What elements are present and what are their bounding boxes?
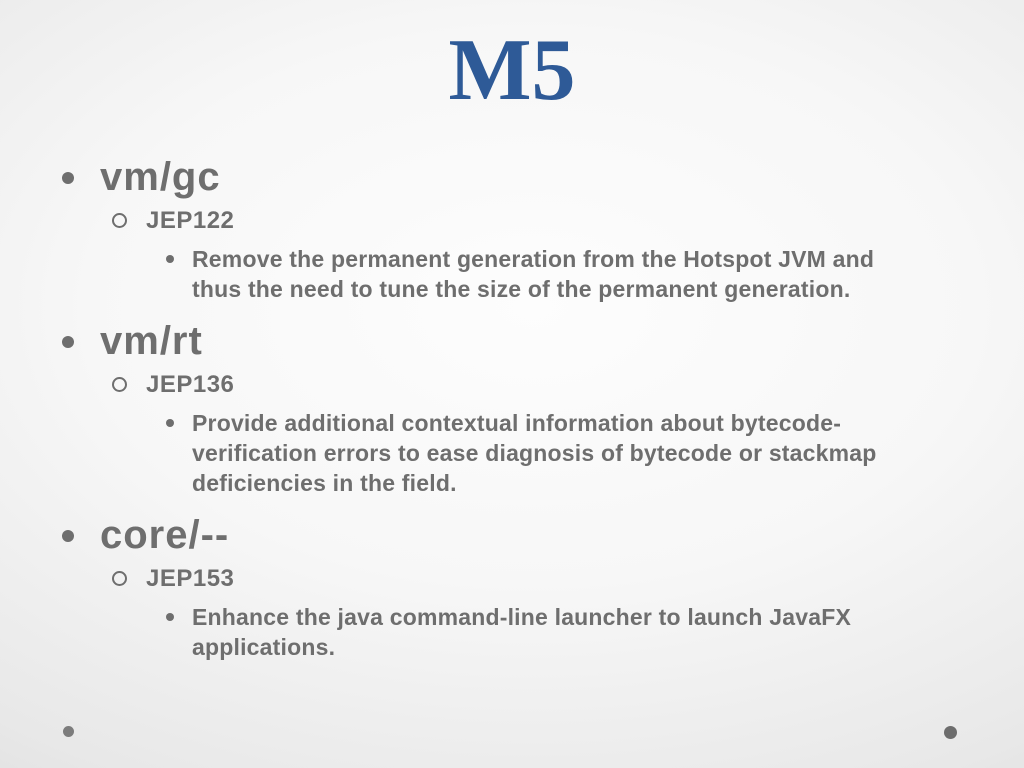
description-line: Enhance the java command-line launcher to launch JavaFX xyxy=(192,604,852,630)
description-text xyxy=(192,408,877,498)
section-core-jep xyxy=(112,564,968,594)
bullet-small-dot-icon xyxy=(166,255,174,263)
jep-label: JEP122 xyxy=(146,207,235,234)
footer-dot-right-icon xyxy=(944,726,957,739)
bullet-small-dot-icon xyxy=(166,419,174,427)
bullet-circle-icon xyxy=(112,571,127,586)
category-label: vm/rt xyxy=(100,319,203,363)
bullet-dot-icon xyxy=(62,172,74,184)
description-line: applications. xyxy=(192,634,336,660)
description-line: deficiencies in the field. xyxy=(192,470,457,496)
description-line: Remove the permanent generation from the Hotspot JVM and xyxy=(192,246,875,272)
category-label: core/-- xyxy=(100,513,230,557)
bullet-dot-icon xyxy=(62,336,74,348)
section-core-description xyxy=(166,602,968,662)
section-vm-gc-description xyxy=(166,244,968,304)
section-vm-gc-heading xyxy=(62,154,968,200)
category-label: vm/gc xyxy=(100,155,221,199)
section-core-heading xyxy=(62,512,968,558)
description-line: verification errors to ease diagnosis of bytecode or stackmap xyxy=(192,440,877,466)
bullet-small-dot-icon xyxy=(166,613,174,621)
bullet-circle-icon xyxy=(112,377,127,392)
section-vm-rt-jep xyxy=(112,370,968,400)
description-line: thus the need to tune the size of the permanent generation. xyxy=(192,276,851,302)
jep-label: JEP153 xyxy=(146,565,235,592)
description-text xyxy=(192,244,874,304)
slide-body xyxy=(0,154,1024,662)
jep-label: JEP136 xyxy=(146,371,235,398)
description-text xyxy=(192,602,851,662)
slide-title: M5 xyxy=(448,22,576,119)
section-vm-gc-jep xyxy=(112,206,968,236)
bullet-dot-icon xyxy=(62,530,74,542)
bullet-circle-icon xyxy=(112,213,127,228)
section-vm-rt-heading xyxy=(62,318,968,364)
footer-dot-left-icon xyxy=(63,726,74,737)
section-vm-rt-description xyxy=(166,408,968,498)
description-line: Provide additional contextual information about bytecode- xyxy=(192,410,842,436)
